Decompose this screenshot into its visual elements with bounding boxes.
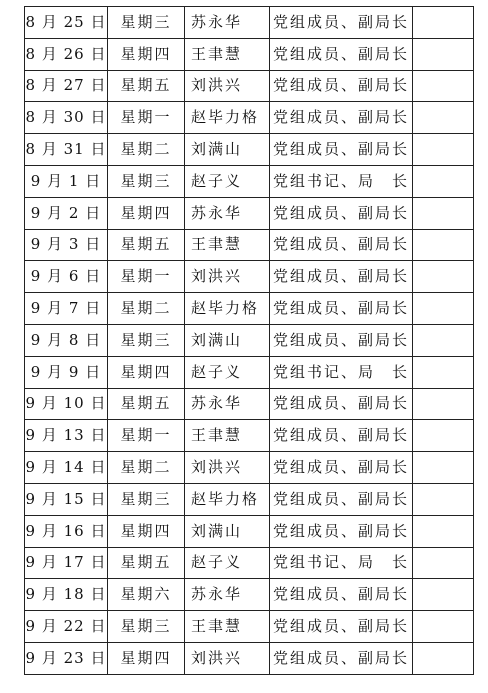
date-cell: 8 月 31 日: [25, 134, 108, 166]
extra-cell: [413, 134, 474, 166]
extra-cell: [413, 452, 474, 484]
title-cell: 党组成员、副局长: [270, 293, 413, 325]
weekday-cell: 星期五: [108, 388, 185, 420]
date-cell: 9 月 23 日: [25, 642, 108, 674]
weekday-cell: 星期三: [108, 165, 185, 197]
table-row: [25, 197, 474, 229]
name-cell: 苏永华: [185, 388, 270, 420]
name-cell: 苏永华: [185, 7, 270, 39]
title-cell: 党组书记、局 长: [270, 165, 413, 197]
weekday-cell: 星期一: [108, 420, 185, 452]
weekday-cell: 星期二: [108, 134, 185, 166]
table-row: [25, 70, 474, 102]
date-cell: 8 月 27 日: [25, 70, 108, 102]
name-cell: 刘洪兴: [185, 452, 270, 484]
weekday-cell: 星期三: [108, 7, 185, 39]
date-cell: 9 月 17 日: [25, 547, 108, 579]
weekday-cell: 星期五: [108, 70, 185, 102]
extra-cell: [413, 165, 474, 197]
table-row: [25, 547, 474, 579]
extra-cell: [413, 579, 474, 611]
weekday-cell: 星期四: [108, 515, 185, 547]
extra-cell: [413, 642, 474, 674]
name-cell: 苏永华: [185, 579, 270, 611]
extra-cell: [413, 229, 474, 261]
name-cell: 赵毕力格: [185, 293, 270, 325]
title-cell: 党组成员、副局长: [270, 324, 413, 356]
date-cell: 9 月 8 日: [25, 324, 108, 356]
date-cell: 9 月 13 日: [25, 420, 108, 452]
title-cell: 党组成员、副局长: [270, 38, 413, 70]
name-cell: 王聿慧: [185, 229, 270, 261]
name-cell: 赵毕力格: [185, 483, 270, 515]
table-row: [25, 515, 474, 547]
name-cell: 赵子义: [185, 547, 270, 579]
name-cell: 刘洪兴: [185, 642, 270, 674]
name-cell: 刘满山: [185, 134, 270, 166]
weekday-cell: 星期六: [108, 579, 185, 611]
name-cell: 刘洪兴: [185, 261, 270, 293]
table-row: [25, 229, 474, 261]
weekday-cell: 星期四: [108, 38, 185, 70]
table-row: [25, 165, 474, 197]
weekday-cell: 星期三: [108, 611, 185, 643]
date-cell: 8 月 26 日: [25, 38, 108, 70]
extra-cell: [413, 7, 474, 39]
name-cell: 赵毕力格: [185, 102, 270, 134]
date-cell: 8 月 25 日: [25, 7, 108, 39]
weekday-cell: 星期四: [108, 197, 185, 229]
name-cell: 赵子义: [185, 356, 270, 388]
weekday-cell: 星期三: [108, 483, 185, 515]
table-row: [25, 483, 474, 515]
table-row: [25, 38, 474, 70]
extra-cell: [413, 515, 474, 547]
table-row: [25, 388, 474, 420]
extra-cell: [413, 420, 474, 452]
weekday-cell: 星期五: [108, 229, 185, 261]
title-cell: 党组书记、局 长: [270, 356, 413, 388]
extra-cell: [413, 70, 474, 102]
weekday-cell: 星期一: [108, 102, 185, 134]
title-cell: 党组成员、副局长: [270, 579, 413, 611]
extra-cell: [413, 102, 474, 134]
title-cell: 党组成员、副局长: [270, 197, 413, 229]
name-cell: 刘满山: [185, 324, 270, 356]
table-row: [25, 642, 474, 674]
title-cell: 党组成员、副局长: [270, 388, 413, 420]
table-row: [25, 452, 474, 484]
extra-cell: [413, 261, 474, 293]
weekday-cell: 星期二: [108, 293, 185, 325]
title-cell: 党组成员、副局长: [270, 7, 413, 39]
extra-cell: [413, 38, 474, 70]
date-cell: 9 月 1 日: [25, 165, 108, 197]
table-row: [25, 356, 474, 388]
table-row: [25, 611, 474, 643]
weekday-cell: 星期四: [108, 642, 185, 674]
title-cell: 党组成员、副局长: [270, 611, 413, 643]
title-cell: 党组书记、局 长: [270, 547, 413, 579]
name-cell: 苏永华: [185, 197, 270, 229]
date-cell: 9 月 16 日: [25, 515, 108, 547]
title-cell: 党组成员、副局长: [270, 134, 413, 166]
table-row: [25, 579, 474, 611]
title-cell: 党组成员、副局长: [270, 515, 413, 547]
date-cell: 9 月 14 日: [25, 452, 108, 484]
weekday-cell: 星期三: [108, 324, 185, 356]
name-cell: 刘洪兴: [185, 70, 270, 102]
table-row: [25, 7, 474, 39]
date-cell: 9 月 22 日: [25, 611, 108, 643]
title-cell: 党组成员、副局长: [270, 70, 413, 102]
weekday-cell: 星期五: [108, 547, 185, 579]
name-cell: 刘满山: [185, 515, 270, 547]
extra-cell: [413, 293, 474, 325]
name-cell: 赵子义: [185, 165, 270, 197]
date-cell: 9 月 2 日: [25, 197, 108, 229]
weekday-cell: 星期四: [108, 356, 185, 388]
extra-cell: [413, 483, 474, 515]
name-cell: 王聿慧: [185, 420, 270, 452]
title-cell: 党组成员、副局长: [270, 229, 413, 261]
title-cell: 党组成员、副局长: [270, 261, 413, 293]
date-cell: 9 月 9 日: [25, 356, 108, 388]
name-cell: 王聿慧: [185, 611, 270, 643]
title-cell: 党组成员、副局长: [270, 483, 413, 515]
title-cell: 党组成员、副局长: [270, 102, 413, 134]
date-cell: 9 月 18 日: [25, 579, 108, 611]
extra-cell: [413, 324, 474, 356]
duty-schedule-table: [24, 6, 474, 675]
title-cell: 党组成员、副局长: [270, 420, 413, 452]
table-row: [25, 324, 474, 356]
weekday-cell: 星期二: [108, 452, 185, 484]
weekday-cell: 星期一: [108, 261, 185, 293]
date-cell: 9 月 3 日: [25, 229, 108, 261]
table-row: [25, 102, 474, 134]
extra-cell: [413, 197, 474, 229]
date-cell: 9 月 10 日: [25, 388, 108, 420]
extra-cell: [413, 356, 474, 388]
duty-schedule-body: [25, 7, 474, 675]
title-cell: 党组成员、副局长: [270, 452, 413, 484]
table-row: [25, 134, 474, 166]
date-cell: 9 月 15 日: [25, 483, 108, 515]
date-cell: 8 月 30 日: [25, 102, 108, 134]
title-cell: 党组成员、副局长: [270, 642, 413, 674]
table-row: [25, 293, 474, 325]
name-cell: 王聿慧: [185, 38, 270, 70]
extra-cell: [413, 547, 474, 579]
table-row: [25, 261, 474, 293]
extra-cell: [413, 388, 474, 420]
date-cell: 9 月 7 日: [25, 293, 108, 325]
date-cell: 9 月 6 日: [25, 261, 108, 293]
table-row: [25, 420, 474, 452]
extra-cell: [413, 611, 474, 643]
